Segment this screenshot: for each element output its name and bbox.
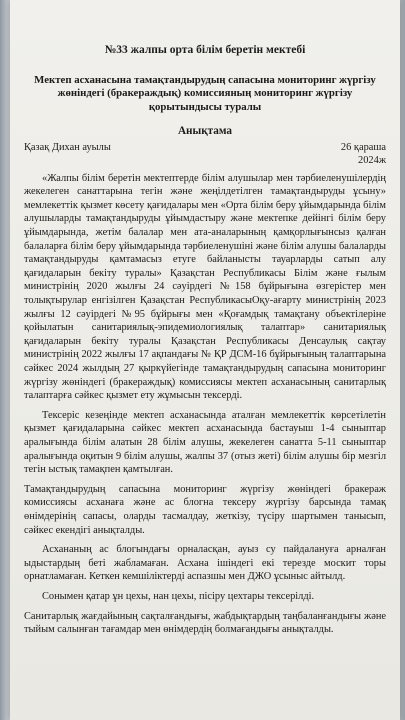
paragraph-5: Сонымен қатар ұн цехы, нан цехы, пісіру цехтары тексерілді. — [42, 590, 315, 602]
place-date-row — [24, 141, 386, 167]
paragraph-6: Санитарлық жағдайының сақталғандығы, жабдықтардың таңбаланғандығы және тыйым салынған тағамдар мен өнімдердің болмағандығы анықталды. — [24, 610, 386, 636]
place-label: Қазақ Дихан ауылы — [24, 141, 111, 153]
paragraph-3: Тамақтандырудың сапасына мониторинг жүргізу жөніндегі бракераж комиссиясы асханаға және ас блогна тексеру жүргізу барсында тамақ өнімдерінің сапасы, оларды тасмалдау, жеткізу, түсіру шартымен танысып, сәйкес екендігі анықталды. — [24, 483, 386, 536]
paragraph-4: Асхананың ас блогындағы орналасқан, ауыз су пайдалануға арналған ыдыстардың беті жабламаған. Асхана ішіндегі екі терезде москит торы орнатламаған. Кеткен кемшіліктерді аспазшы мен ДЖО ұсыныс айтылд. — [24, 544, 386, 583]
paragraph-2: Тексеріс кезеңінде мектеп асханасында аталған мемлекеттік көрсетілетін қызмет қағидаларына сәйкес мектеп асханасында бастауыш 1-4 сыныптар аралығында білім алатын 28 білім алушы, жекелеген санатта 5-11 сыныптар аралығында оқитын 9 білім алушы, жалпы 37 (отыз жеті) білім алушы бір мезгіл тегін ыстық тамақпен қамтылған. — [24, 409, 386, 476]
school-name: №33 жалпы орта білім беретін мектебі — [104, 44, 306, 56]
document-page — [10, 0, 400, 720]
document-subtitle: Анықтама — [177, 125, 233, 138]
document-body — [24, 44, 386, 643]
date-label: 26 қараша 2024ж — [340, 141, 386, 166]
document-heading: Мектеп асханасына тамақтандырудың сапасына мониторинг жүргізу жөніндегі (бракераждық) комиссияның мониторинг жүргізу қорытындысы туралы — [34, 73, 376, 113]
paragraph-1: «Жалпы білім беретін мектептерде білім алушылар мен тәрбиеленушілердің жекелеген санаттарына тегін және жеңілдетілген тамақтандыруды ұсыну» мемлекеттік қызмет көсету қағидалары мен «Орта білім беру ұйымдарында білім алушыларды тамақтандыруды ұйымдастыру және мектепке дейінгі білім беру ұйымдарында, жетім балалар мен ата-аналарының қамқорлығынсыз қалған балаларға білім беру ұйымдарында тәрбиеленушіні және білім алушы балаларды тамақтандыруды қамтамасыз етуге байланысты тауарларды сатып алу қағидаларын бекіту туралы» Қазақстан Республикасы Білім және ғылым министрінің 2020 жылғы 24 сәуірдегі №158 бұйрығына өзгерістер мен толықтырулар енгізілген Қазақстан РеспубликасыОқу-ағарту министрінің 2023 жылғы 12 сәуірдегі №95 бұйрығы мен «Қоғамдық тамақтану объектілеріне қойылатын санитариялық-эпидемиологиялық талаптар» санитариялық қағидаларын бекіту туралы Қазақстан Республикасы Денсаулық сақтау министрінің 2022 жылғы 17 ақпандағы № ҚР ДСМ-16 бұйрығының талаптарына сәйкес 2024 жылдың 27 қыркүйегінде тамақтандырудың сапасына мониторинг жүргізу жөніндегі (бракераждық) комиссиясы мектеп асханасының санитарлық талаптарға сәйкес қызмет ету жұмысын тексерді. — [24, 172, 386, 402]
